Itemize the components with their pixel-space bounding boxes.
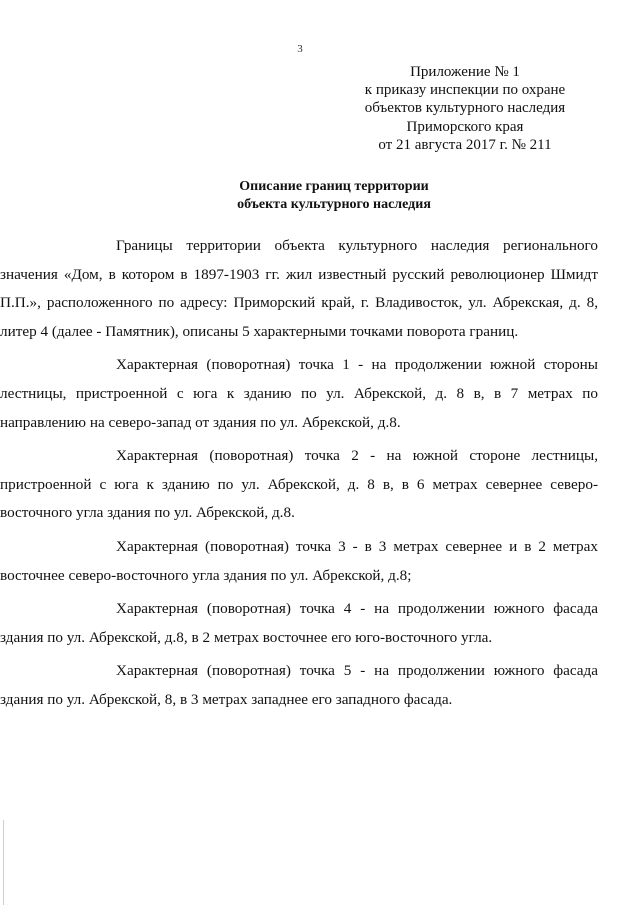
paragraph-point-5: Характерная (поворотная) точка 5 - на продолжении южного фасада здания по ул. Абрекской, 8, в 3 метрах западнее его западного фасада. [0,662,598,708]
paragraph-intro: Границы территории объекта культурного наследия регионального значения «Дом, в котором в 1897-1903 гг. жил известный русский революционер Шмидт П.П.», расположенного по адресу: Приморский край, г. Владивосток, ул. Абрекская, д. 8, литер 4 (далее - Памятник), описаны 5 характерными точками поворота границ. [0,237,598,340]
paragraph-point-1: Характерная (поворотная) точка 1 - на продолжении южной стороны лестницы, пристроенной с юга к зданию по ул. Абрекской, д. 8 в, в 7 метрах по направлению на северо-запад от здания по ул. Абрекской, д.8. [0,356,598,431]
document-title-line-1: Описание границ территории [239,179,429,194]
scan-edge-line [3,820,4,905]
appendix-title: Приложение № 1 [410,64,520,80]
document-body [0,232,598,715]
appendix-region-line: Приморского края [406,118,524,135]
paragraph-point-2: Характерная (поворотная) точка 2 - на южной стороне лестницы, пристроенной с юга к зданию по ул. Абрекской, д. 8 в, в 6 метрах севернее северо-восточного угла здания по ул. Абрекской, д.8. [0,447,598,522]
paragraph-point-3: Характерная (поворотная) точка 3 - в 3 метрах севернее и в 2 метрах восточнее северо-восточного угла здания по ул. Абрекской, д.8; [0,537,598,584]
appendix-header [355,63,575,154]
appendix-date-line: от 21 августа 2017 г. № 211 [378,136,552,153]
appendix-order-line: к приказу инспекции по охране [364,82,566,99]
appendix-heritage-line: объектов культурного наследия [364,100,566,117]
document-title-line-2: объекта культурного наследия [237,197,431,212]
paragraph-point-4: Характерная (поворотная) точка 4 - на продолжении южного фасада здания по ул. Абрекской, д.8, в 2 метрах восточнее его юго-восточного угла. [0,600,598,646]
page-number: 3 [297,43,303,55]
document-title [0,178,640,214]
